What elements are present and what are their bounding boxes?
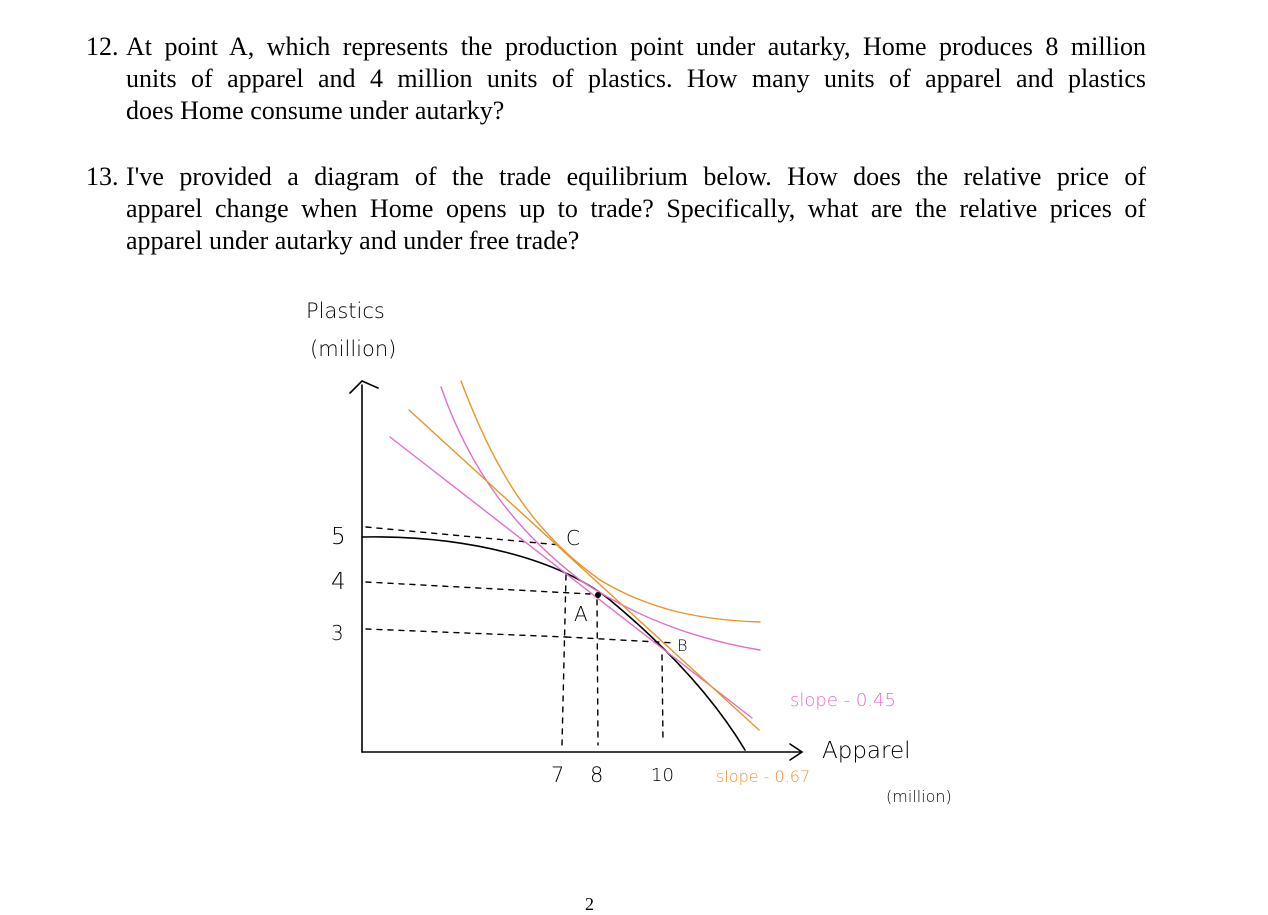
orange-indifference-curve	[461, 381, 760, 622]
point-a-label: A	[574, 602, 588, 626]
guide-a-horizontal	[366, 582, 590, 594]
guide-7-vertical	[562, 575, 566, 745]
question-12-number: 12.	[86, 32, 119, 61]
guide-3-horizontal	[366, 629, 566, 637]
y-axis-label-unit: (million)	[310, 337, 397, 361]
question-13-line-3: apparel under autarky and under free trade?	[126, 226, 580, 255]
y-tick-4: 4	[331, 569, 346, 595]
y-tick-3: 3	[331, 621, 344, 645]
orange-slope-annotation: slope - 0.67	[716, 767, 811, 786]
guide-10-vertical	[662, 655, 663, 742]
pink-price-line	[390, 437, 752, 718]
x-axis-label-apparel: Apparel	[822, 738, 911, 764]
y-axis-arrow-icon	[350, 381, 378, 393]
question-13-line-2: apparel change when Home opens up to trade? Specifically, what are the relative prices of	[126, 194, 1146, 223]
guide-8-vertical	[597, 600, 598, 745]
x-tick-7: 7	[551, 763, 565, 787]
pink-indifference-curve	[441, 387, 760, 650]
point-a-marker	[596, 593, 601, 598]
orange-price-line	[409, 410, 759, 730]
x-axis-label-unit: (million)	[886, 787, 952, 806]
page-number: 2	[585, 894, 594, 914]
y-axis-label-plastics: Plastics	[306, 299, 385, 323]
guide-lines	[366, 527, 675, 745]
question-13-number: 13.	[86, 162, 119, 191]
y-tick-5: 5	[331, 524, 346, 550]
point-c-label: C	[566, 526, 580, 550]
question-13-line-1: I've provided a diagram of the trade equilibrium below. How does the relative price of	[126, 162, 1146, 191]
question-12-line-2: units of apparel and 4 million units of plastics. How many units of apparel and plastics	[126, 64, 1146, 93]
question-12-line-1: At point A, which represents the production point under autarky, Home produces 8 million	[126, 32, 1146, 61]
pink-slope-annotation: slope - 0.45	[790, 690, 896, 711]
question-12-line-3: does Home consume under autarky?	[126, 96, 505, 125]
x-tick-8: 8	[590, 763, 604, 787]
x-tick-10: 10	[651, 765, 674, 786]
ppf-curve	[362, 537, 745, 750]
point-b-label: B	[677, 636, 688, 655]
